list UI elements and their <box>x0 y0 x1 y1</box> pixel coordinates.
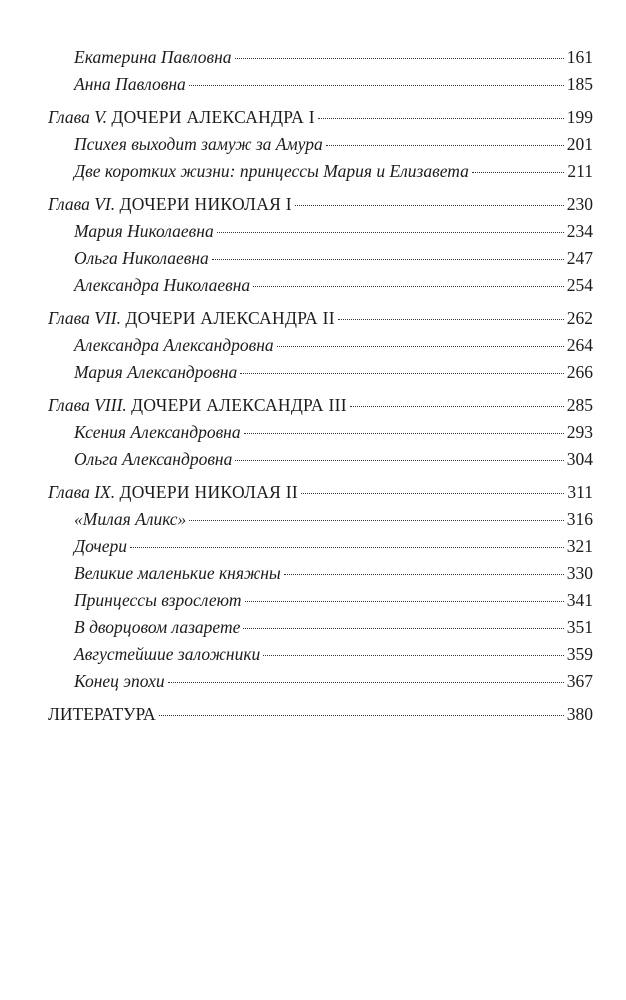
toc-entry[interactable] <box>48 560 593 587</box>
toc-page-number: 199 <box>566 107 593 127</box>
toc-page-number: 321 <box>566 536 593 556</box>
dot-leader <box>277 346 564 347</box>
toc-page-number: 351 <box>566 617 593 637</box>
toc-chapter-title <box>48 104 315 131</box>
toc-entry-title: Августейшие заложники <box>74 644 261 664</box>
toc-entry[interactable] <box>48 359 593 386</box>
toc-page-number: 359 <box>566 644 593 664</box>
toc-page-number: 262 <box>566 308 593 328</box>
toc-entry-title: В дворцовом лазарете <box>74 617 241 637</box>
toc-page-number: 230 <box>566 194 593 214</box>
dot-leader <box>350 406 564 407</box>
toc-page-number: 201 <box>566 134 593 154</box>
toc-page-number: 311 <box>567 482 593 502</box>
toc-page-number: 330 <box>566 563 593 583</box>
toc-entry[interactable] <box>48 44 593 71</box>
toc-chapter-title <box>48 392 347 419</box>
toc-literature[interactable] <box>48 701 593 728</box>
dot-leader <box>326 145 564 146</box>
chapter-number: Глава VI. <box>48 194 116 214</box>
toc-chapter[interactable] <box>48 191 593 218</box>
toc-entry[interactable] <box>48 533 593 560</box>
dot-leader <box>245 601 564 602</box>
dot-leader <box>295 205 564 206</box>
toc-entry-title: Дочери <box>74 536 128 556</box>
chapter-number: Глава V. <box>48 107 108 127</box>
toc-entry[interactable] <box>48 131 593 158</box>
toc-page-number: 254 <box>566 275 593 295</box>
chapter-number: Глава IX. <box>48 482 116 502</box>
chapter-name: ДОЧЕРИ АЛЕКСАНДРА III <box>131 395 347 415</box>
toc-entry[interactable] <box>48 641 593 668</box>
toc-entry-title: Великие маленькие княжны <box>74 563 281 583</box>
dot-leader <box>130 547 564 548</box>
toc-entry[interactable] <box>48 218 593 245</box>
toc-entry-title: Екатерина Павловна <box>74 47 232 67</box>
dot-leader <box>235 460 563 461</box>
dot-leader <box>244 433 564 434</box>
toc-page-number: 247 <box>566 248 593 268</box>
toc-page-number: 293 <box>566 422 593 442</box>
toc-entry[interactable] <box>48 668 593 695</box>
toc-entry-title: Александра Николаевна <box>74 275 251 295</box>
dot-leader <box>159 715 564 716</box>
toc-page-number: 304 <box>566 449 593 469</box>
toc-entry-title: Мария Александровна <box>74 362 238 382</box>
dot-leader <box>338 319 564 320</box>
toc-entry-title: Психея выходит замуж за Амура <box>74 134 323 154</box>
toc-chapter-title <box>48 305 335 332</box>
dot-leader <box>217 232 564 233</box>
toc-entry-title: Мария Николаевна <box>74 221 214 241</box>
toc-page-number: 341 <box>566 590 593 610</box>
dot-leader <box>301 493 564 494</box>
toc-page-number: 161 <box>566 47 593 67</box>
chapter-name: ДОЧЕРИ НИКОЛАЯ II <box>119 482 299 502</box>
dot-leader <box>189 520 563 521</box>
dot-leader <box>263 655 563 656</box>
toc-chapter-title <box>48 479 298 506</box>
toc-entry[interactable] <box>48 419 593 446</box>
toc-page-number: 316 <box>566 509 593 529</box>
dot-leader <box>284 574 564 575</box>
dot-leader <box>212 259 564 260</box>
toc-page-number: 234 <box>566 221 593 241</box>
toc-entry[interactable] <box>48 272 593 299</box>
dot-leader <box>253 286 564 287</box>
chapter-number: Глава VIII. <box>48 395 127 415</box>
toc-entry-title: Две коротких жизни: принцессы Мария и Елизавета <box>74 161 469 181</box>
toc-page-number: 264 <box>566 335 593 355</box>
chapter-number: Глава VII. <box>48 308 121 328</box>
toc-chapter[interactable] <box>48 305 593 332</box>
toc-entry[interactable] <box>48 614 593 641</box>
dot-leader <box>240 373 563 374</box>
toc-entry-title: Ольга Александровна <box>74 449 233 469</box>
toc-page-number: 185 <box>566 74 593 94</box>
toc-entry-title: «Милая Аликс» <box>74 509 187 529</box>
dot-leader <box>472 172 565 173</box>
chapter-name: ДОЧЕРИ АЛЕКСАНДРА I <box>111 107 315 127</box>
toc-entry-title: Ольга Николаевна <box>74 248 209 268</box>
toc-entry[interactable] <box>48 332 593 359</box>
toc-entry[interactable] <box>48 506 593 533</box>
dot-leader <box>243 628 563 629</box>
toc-literature-title: ЛИТЕРАТУРА <box>48 704 156 724</box>
table-of-contents <box>48 44 593 728</box>
dot-leader <box>189 85 564 86</box>
toc-chapter[interactable] <box>48 104 593 131</box>
toc-entry[interactable] <box>48 446 593 473</box>
toc-page-number: 285 <box>566 395 593 415</box>
toc-entry-title: Конец эпохи <box>74 671 165 691</box>
toc-page-number: 380 <box>566 704 593 724</box>
chapter-name: ДОЧЕРИ АЛЕКСАНДРА II <box>125 308 335 328</box>
toc-entry[interactable] <box>48 587 593 614</box>
toc-entry-title: Анна Павловна <box>74 74 186 94</box>
dot-leader <box>235 58 564 59</box>
toc-page-number: 367 <box>566 671 593 691</box>
toc-page-number: 266 <box>566 362 593 382</box>
toc-entry[interactable] <box>48 71 593 98</box>
toc-page-number: 211 <box>567 161 593 181</box>
toc-entry-title: Принцессы взрослеют <box>74 590 242 610</box>
toc-entry-title: Александра Александровна <box>74 335 274 355</box>
dot-leader <box>168 682 564 683</box>
dot-leader <box>318 118 564 119</box>
toc-chapter[interactable] <box>48 479 593 506</box>
toc-chapter-title <box>48 191 292 218</box>
chapter-name: ДОЧЕРИ НИКОЛАЯ I <box>119 194 292 214</box>
toc-entry-title: Ксения Александровна <box>74 422 241 442</box>
toc-entry[interactable] <box>48 158 593 185</box>
toc-chapter[interactable] <box>48 392 593 419</box>
toc-entry[interactable] <box>48 245 593 272</box>
